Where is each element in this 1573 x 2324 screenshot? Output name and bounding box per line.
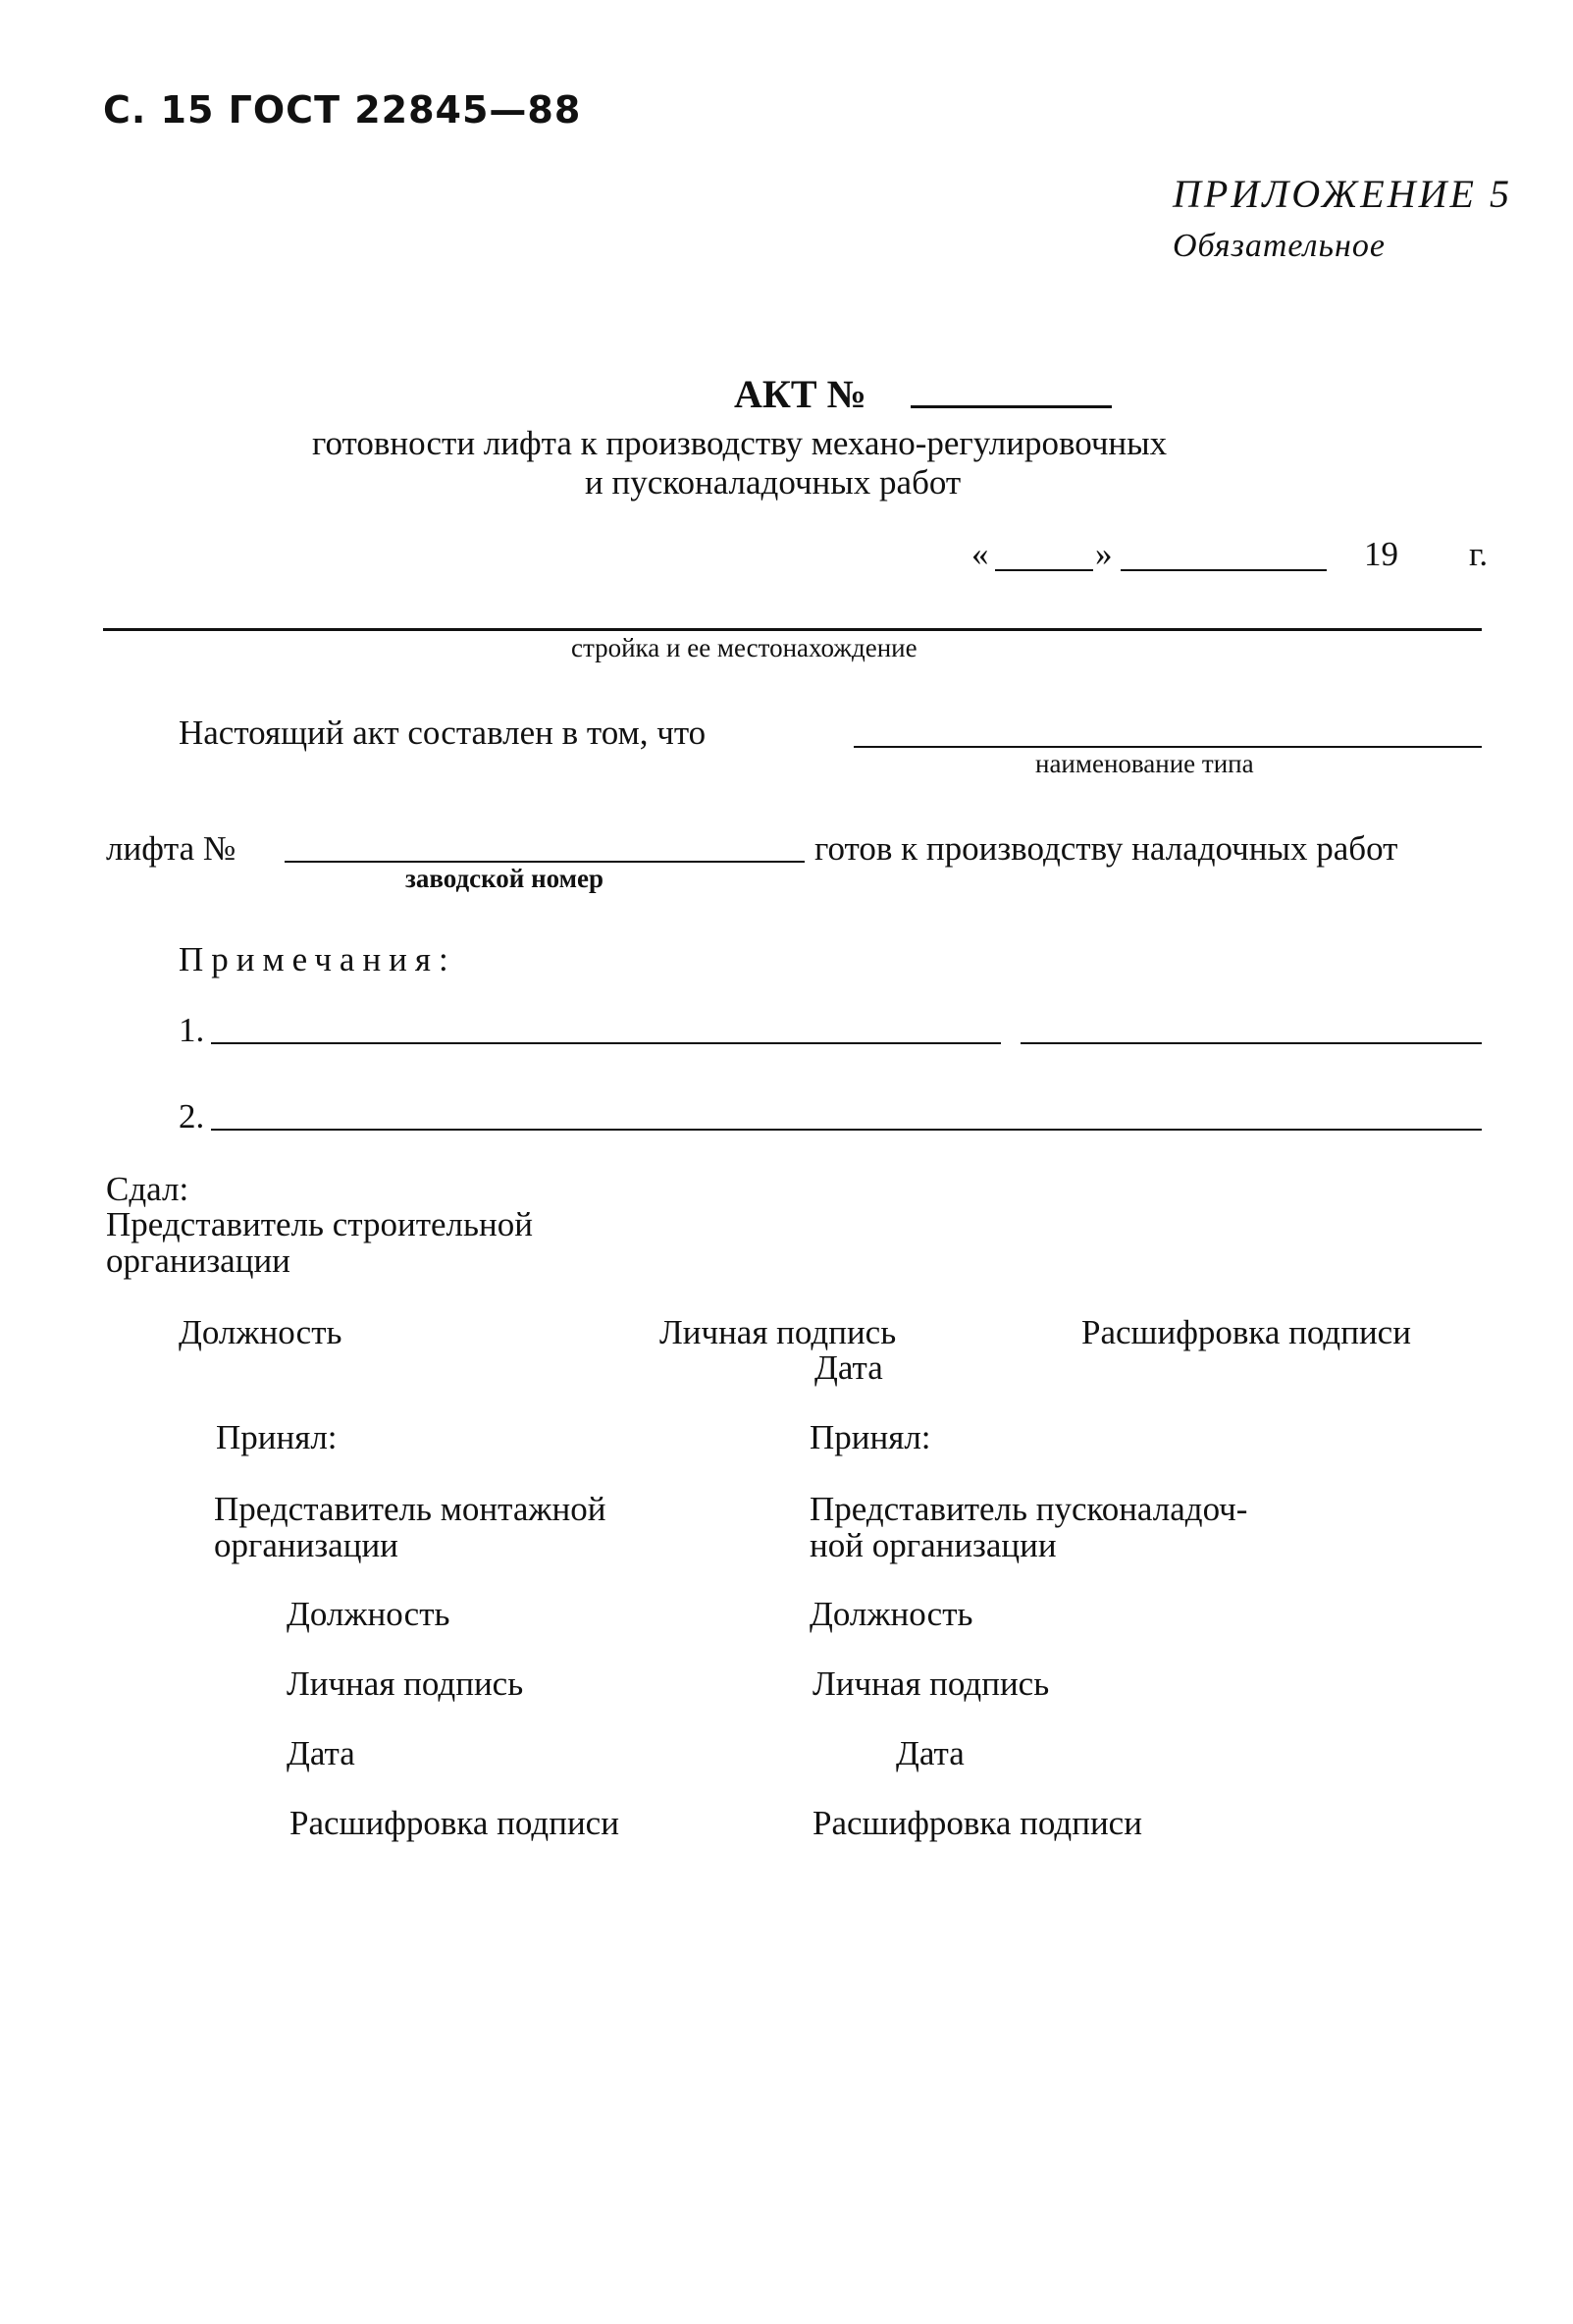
page-reference: С. 15 ГОСТ 22845—88 bbox=[103, 88, 582, 132]
note-2-line[interactable] bbox=[211, 1129, 1482, 1131]
date-close-quote: » bbox=[1095, 535, 1113, 573]
accepted-right-label: Принял: bbox=[810, 1418, 931, 1456]
accepted-left-decoding: Расшифровка подписи bbox=[289, 1804, 619, 1842]
accepted-left-position: Должность bbox=[287, 1595, 450, 1633]
handed-signature: Личная подпись bbox=[659, 1313, 897, 1351]
accepted-left-rep-line1: Представитель монтажной bbox=[214, 1490, 606, 1528]
accepted-right-rep-line1: Представитель пусконаладоч- bbox=[810, 1490, 1248, 1528]
serial-number-line[interactable] bbox=[285, 861, 805, 863]
site-line[interactable] bbox=[103, 628, 1482, 631]
notes-title: Примечания: bbox=[179, 940, 456, 978]
accepted-left-date: Дата bbox=[287, 1734, 355, 1772]
lift-type-line[interactable] bbox=[854, 746, 1482, 748]
note-item-2: 2. bbox=[179, 1097, 205, 1136]
date-month-line[interactable] bbox=[1121, 569, 1327, 571]
statement-text: Настоящий акт составлен в том, что bbox=[179, 713, 707, 752]
accepted-right-rep-line2: ной организации bbox=[810, 1526, 1057, 1564]
lift-type-caption: наименование типа bbox=[1035, 749, 1254, 778]
handed-decoding: Расшифровка подписи bbox=[1081, 1313, 1411, 1351]
accepted-right-position: Должность bbox=[810, 1595, 973, 1633]
appendix-status: Обязательное bbox=[1173, 228, 1386, 264]
accepted-right-decoding: Расшифровка подписи bbox=[813, 1804, 1142, 1842]
accepted-right-signature: Личная подпись bbox=[813, 1664, 1050, 1703]
accepted-right-date: Дата bbox=[896, 1734, 965, 1772]
accepted-left-signature: Личная подпись bbox=[287, 1664, 524, 1703]
date-day-line[interactable] bbox=[995, 569, 1093, 571]
note-1-line-b[interactable] bbox=[1021, 1042, 1482, 1044]
appendix-title: ПРИЛОЖЕНИЕ 5 bbox=[1173, 172, 1512, 216]
serial-number-caption: заводской номер bbox=[405, 864, 604, 893]
accepted-left-label: Принял: bbox=[216, 1418, 338, 1456]
site-caption: стройка и ее местонахождение bbox=[571, 633, 918, 662]
ready-text: готов к производству наладочных работ bbox=[814, 829, 1398, 868]
date-open-quote: « bbox=[971, 535, 989, 573]
date-suffix: г. bbox=[1469, 535, 1489, 573]
act-number-line[interactable] bbox=[911, 405, 1112, 408]
handed-date: Дата bbox=[814, 1348, 883, 1387]
act-title: АКТ № bbox=[734, 372, 866, 416]
lift-label: лифта № bbox=[106, 829, 236, 868]
note-1-line-a[interactable] bbox=[211, 1042, 1001, 1044]
handed-position: Должность bbox=[179, 1313, 342, 1351]
accepted-left-rep-line2: организации bbox=[214, 1526, 398, 1564]
handed-label: Сдал: bbox=[106, 1170, 189, 1208]
handed-rep-line2: организации bbox=[106, 1241, 290, 1280]
act-subtitle-line1: готовности лифта к производству механо-регулировочных bbox=[312, 424, 1168, 462]
note-item-1: 1. bbox=[179, 1011, 205, 1049]
handed-rep-line1: Представитель строительной bbox=[106, 1205, 533, 1243]
act-subtitle-line2: и пусконаладочных работ bbox=[585, 463, 962, 502]
date-year: 19 bbox=[1364, 535, 1398, 573]
